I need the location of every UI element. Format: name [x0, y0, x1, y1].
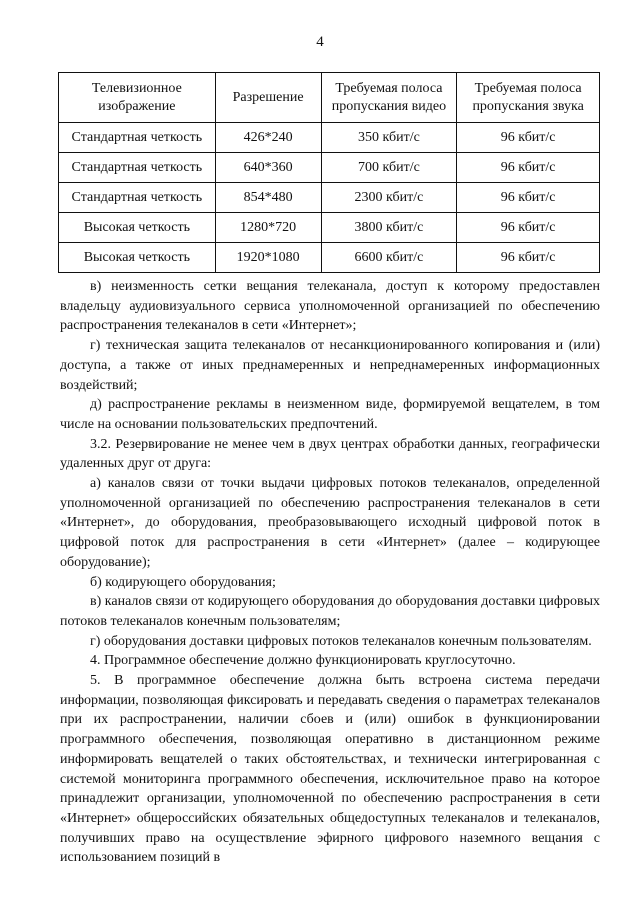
- table-cell: Стандартная четкость: [59, 123, 216, 153]
- table-cell: 640*360: [215, 153, 321, 183]
- table-row: [59, 213, 600, 243]
- page-number: 4: [316, 34, 324, 50]
- table-cell: 96 кбит/с: [457, 213, 600, 243]
- table-cell: 700 кбит/с: [321, 153, 457, 183]
- table-cell: Высокая четкость: [59, 243, 216, 273]
- table-cell: 6600 кбит/с: [321, 243, 457, 273]
- table-row: [59, 243, 600, 273]
- table-cell: 2300 кбит/с: [321, 183, 457, 213]
- table-cell: 96 кбит/с: [457, 243, 600, 273]
- paragraph: д) распространение рекламы в неизменном виде, формируемой вещателем, в том числе на основании пользовательских предпочтений.: [60, 397, 600, 432]
- table-cell: 1280*720: [215, 213, 321, 243]
- paragraph: в) каналов связи от кодирующего оборудования до оборудования доставки цифровых потоков телеканалов конечным пользователям;: [60, 594, 600, 629]
- paragraph: 5. В программное обеспечение должна быть встроена система передачи информации, позволяющая фиксировать и передавать сведения о параметрах телеканалов при их распространении, наличии сбоев и (или) ошибок в функционировании программного обеспечения, позволяющая оперативно в дистанционном режиме информировать вещателей о таких обстоятельствах, и технически интегрированная с системой мониторинга программного обеспечения, исключительное право на которое принадлежит организации, уполномоченной по обеспечению распространения в сети «Интернет» общероссийских обязательных общедоступных телеканалов и телеканалов, получивших право на осуществление эфирного цифрового наземного вещания с использованием позиций в: [60, 673, 600, 866]
- table-cell: Стандартная четкость: [59, 183, 216, 213]
- table-cell: 96 кбит/с: [457, 153, 600, 183]
- table-cell: 3800 кбит/с: [321, 213, 457, 243]
- paragraph: в) неизменность сетки вещания телеканала, доступ к которому предоставлен владельцу аудиовизуального сервиса уполномоченной организацией по обеспечению распространения телеканалов в сети «Интернет»;: [60, 279, 600, 334]
- paragraph: 3.2. Резервирование не менее чем в двух центрах обработки данных, географически удаленных друг от друга:: [60, 436, 600, 472]
- table-cell: 350 кбит/с: [321, 123, 457, 153]
- paragraph: 4. Программное обеспечение должно функционировать круглосуточно.: [90, 653, 516, 669]
- paragraph: г) техническая защита телеканалов от несанкционированного копирования и (или) доступа, а также от иных преднамеренных и непреднамеренных информационных воздействий;: [60, 338, 600, 393]
- bandwidth-table: [58, 72, 600, 273]
- column-header: Разрешение: [215, 73, 321, 123]
- table-row: [59, 183, 600, 213]
- table-cell: 1920*1080: [215, 243, 321, 273]
- column-header: Требуемая полоса пропускания видео: [321, 73, 457, 123]
- document-body: [60, 277, 600, 868]
- table-cell: 96 кбит/с: [457, 183, 600, 213]
- table-cell: Стандартная четкость: [59, 153, 216, 183]
- table-header-row: [59, 73, 600, 123]
- table-row: [59, 123, 600, 153]
- table-row: [59, 153, 600, 183]
- paragraph: б) кодирующего оборудования;: [90, 574, 276, 590]
- table-cell: 96 кбит/с: [457, 123, 600, 153]
- table-cell: 426*240: [215, 123, 321, 153]
- paragraph: а) каналов связи от точки выдачи цифровых потоков телеканалов, определенной уполномоченной организацией по обеспечению распространения телеканалов в сети «Интернет», до оборудования, преобразовывающего исходный цифровой поток в цифровой поток для распространения в сети «Интернет» (далее – кодирующее оборудование);: [60, 476, 600, 570]
- paragraph: г) оборудования доставки цифровых потоков телеканалов конечным пользователям.: [90, 633, 592, 649]
- column-header: Требуемая полоса пропускания звука: [457, 73, 600, 123]
- column-header: Телевизионное изображение: [59, 73, 216, 123]
- table-cell: Высокая четкость: [59, 213, 216, 243]
- table-cell: 854*480: [215, 183, 321, 213]
